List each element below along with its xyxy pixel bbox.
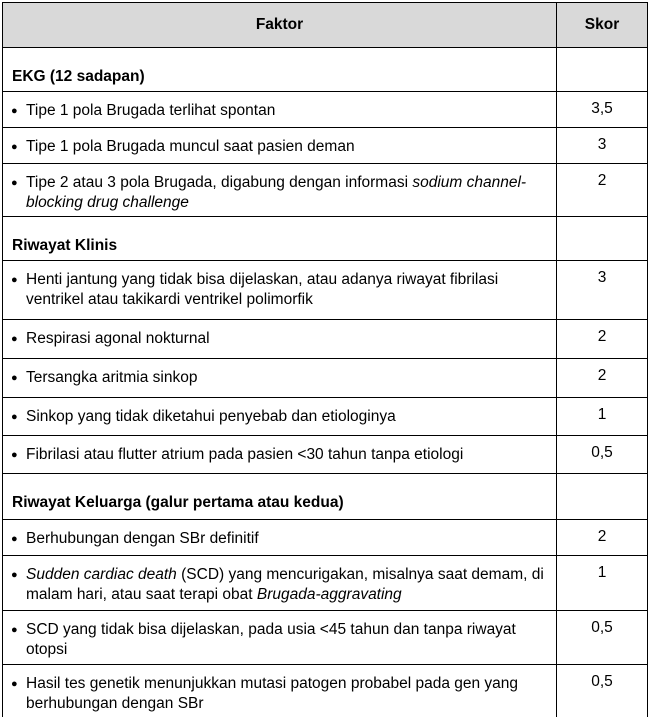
bullet-icon: ● [11,274,18,286]
table-row [3,164,648,217]
table-row [3,398,648,436]
brugada-score-table [2,2,648,717]
factor-text: Tersangka aritmia sinkop [26,369,198,386]
column-header-factor: Faktor [3,3,557,48]
factor-text: Henti jantung yang tidak bisa dijelaskan, atau adanya riwayat fibrilasi ventrikel atau takikardi ventrikel polimorfik [26,271,499,308]
factor-text: Fibrilasi atau flutter atrium pada pasien <30 tahun tanpa etiologi [26,446,464,463]
bullet-icon: ● [11,333,18,345]
score-value: 0,5 [557,436,648,474]
section-score-empty [557,48,648,92]
bullet-icon: ● [11,569,18,581]
table-row [3,92,648,128]
table-row [3,128,648,164]
section-row-clinical [3,217,648,261]
table-row [3,556,648,611]
table-row [3,611,648,665]
score-value: 1 [557,556,648,611]
factor-text: Sudden cardiac death (SCD) yang mencurigakan, misalnya saat demam, di malam hari, atau saat terapi obat Brugada-aggravating [26,566,544,603]
factor-text: Respirasi agonal nokturnal [26,330,210,347]
section-title-clinical: Riwayat Klinis [3,217,557,261]
section-title-ecg: EKG (12 sadapan) [3,48,557,92]
score-value: 0,5 [557,611,648,665]
bullet-icon: ● [11,411,18,423]
table-row [3,359,648,398]
score-value: 2 [557,359,648,398]
bullet-icon: ● [11,678,18,690]
bullet-icon: ● [11,141,18,153]
section-score-empty [557,474,648,520]
table-row [3,436,648,474]
factor-text: Tipe 2 atau 3 pola Brugada, digabung dengan informasi sodium channel-blocking drug challenge [26,174,527,211]
factor-text: Tipe 1 pola Brugada muncul saat pasien deman [26,138,355,155]
factor-text: SCD yang tidak bisa dijelaskan, pada usia <45 tahun dan tanpa riwayat otopsi [26,621,516,658]
bullet-icon: ● [11,177,18,189]
factor-text: Berhubungan dengan SBr definitif [26,530,259,547]
factor-text: Hasil tes genetik menunjukkan mutasi patogen probabel pada gen yang berhubungan dengan SBr [26,675,519,712]
section-row-ecg [3,48,648,92]
score-value: 3 [557,261,648,320]
score-value: 2 [557,164,648,217]
score-value: 2 [557,320,648,359]
factor-text: Sinkop yang tidak diketahui penyebab dan etiologinya [26,408,396,425]
section-title-family: Riwayat Keluarga (galur pertama atau kedua) [3,474,557,520]
score-value: 3 [557,128,648,164]
bullet-icon: ● [11,624,18,636]
bullet-icon: ● [11,372,18,384]
table-row [3,520,648,556]
factor-text: Tipe 1 pola Brugada terlihat spontan [26,102,276,119]
bullet-icon: ● [11,105,18,117]
score-value: 2 [557,520,648,556]
section-row-family [3,474,648,520]
score-value: 1 [557,398,648,436]
table-row [3,261,648,320]
column-header-score: Skor [557,3,648,48]
table-row [3,665,648,717]
table-header-row [3,3,648,48]
score-value: 3,5 [557,92,648,128]
bullet-icon: ● [11,449,18,461]
table-row [3,320,648,359]
bullet-icon: ● [11,533,18,545]
score-value: 0,5 [557,665,648,717]
section-score-empty [557,217,648,261]
